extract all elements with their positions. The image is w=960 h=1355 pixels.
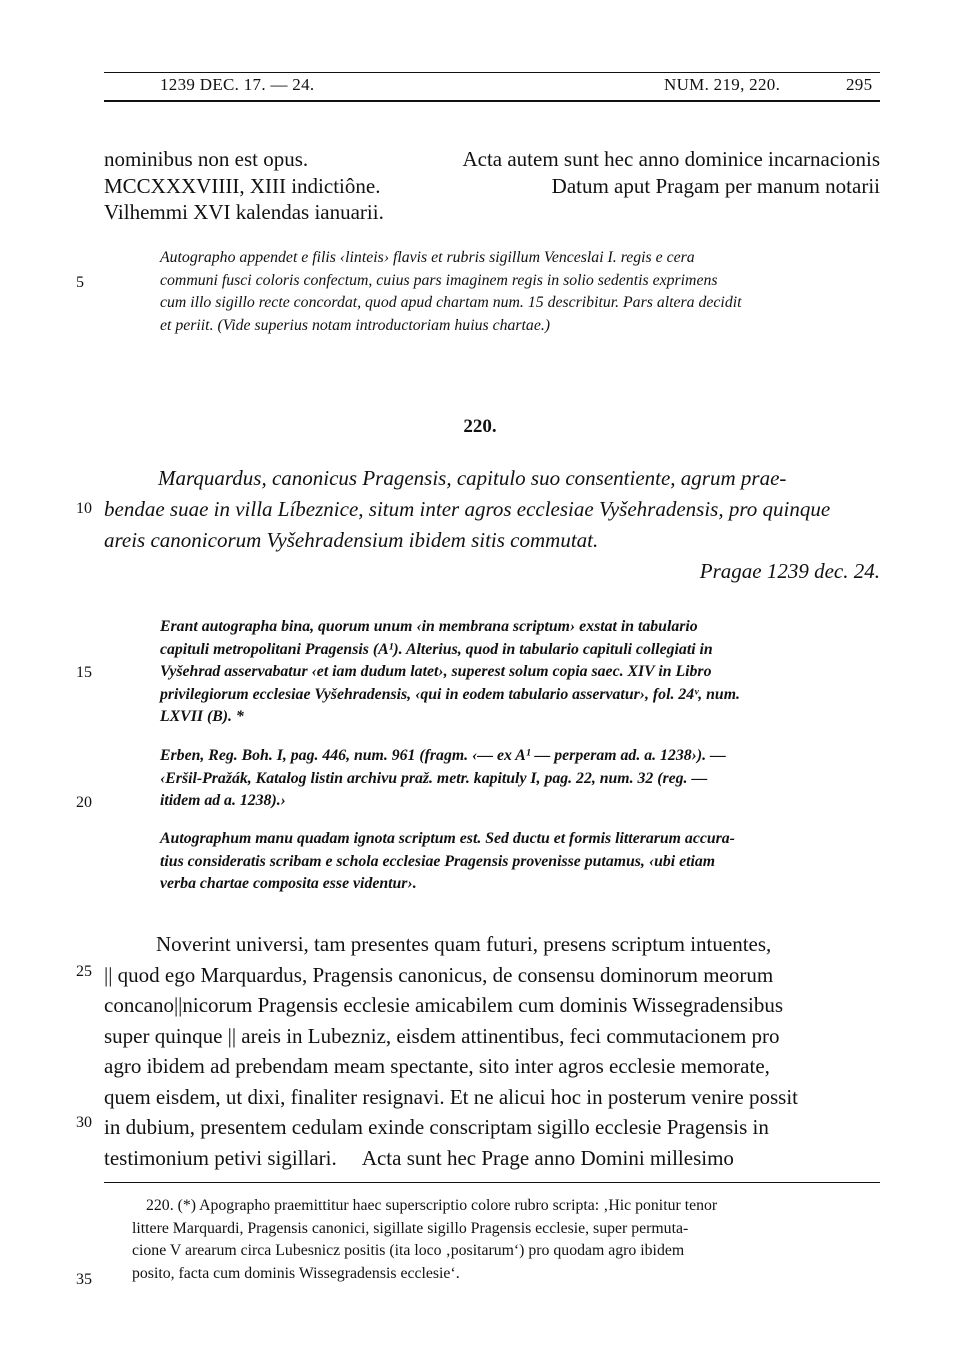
prev-doc-text xyxy=(104,146,880,226)
line-number: 15 xyxy=(76,664,92,681)
place-date: Pragae 1239 dec. 24. xyxy=(699,559,880,583)
page-number: 295 xyxy=(846,75,873,94)
header-rule-bottom xyxy=(104,100,880,102)
tradition-note: Erant autographa bina, quorum unum ‹in membrana scriptum› exstat in tabulario capituli metropolitani Pragensis (A¹). Alterius, quod in tabulario capituli collegiati in Vyšehrad asservabatur ‹et iam dudum latet›, superest solum copia saec. XIV in Libro privilegiorum ecclesiae Vyšehradensis, ‹qui in eodem tabulario asservatur›, fol. 24ᵛ, num. LXVII (B). * xyxy=(160,618,740,725)
line-number: 25 xyxy=(76,963,92,980)
header-rule-top xyxy=(104,72,880,73)
charter-text: Noverint universi, tam presentes quam futuri, presens scriptum intuentes, || quod ego Marquardus, Pragensis canonicus, de consensu dominorum meorum concano||nicorum Pragensis ecclesie amicabilem cum dominis Wissegradensibus super quinque || areis in Lubezniz, eisdem attinentibus, feci commutacionem pro agro ibidem ad prebendam meam spectante, sito inter agros ecclesie memorate, quem eisdem, ut dixi, finaliter resignavi. Et ne alicui hoc in posterum venire possit in dubium, presentem cedulam exinde conscriptam sigillo ecclesie Pragensis in testimonium petivi sigillari. Acta sunt hec Prage anno Domini millesimo xyxy=(104,932,799,1170)
line-number: 30 xyxy=(76,1114,92,1131)
line-number: 20 xyxy=(76,794,92,811)
editions-note: Erben, Reg. Boh. I, pag. 446, num. 961 (fragm. ‹— ex A¹ — perperam ad. a. 1238›). — ‹Eršil-Pražák, Katalog listin archivu praž. metr. kapituly I, pag. 22, num. 32 (reg. — itidem ad a. 1238).› xyxy=(160,747,726,809)
footnote-rule xyxy=(104,1182,880,1183)
header-date-range: 1239 DEC. 17. — 24. xyxy=(160,75,315,94)
regest: Marquardus, canonicus Pragensis, capitulo suo consentiente, agrum prae- bendae suae in villa Líbeznice, situm inter agros ecclesiae Vyšehradensis, pro quinque areis canonicorum Vyšehradensium ibidem sitis commutat. Pragae 1239 dec. 24. xyxy=(104,463,880,587)
text-line: nominibus non est opus. Acta autem sunt hec anno dominice incarnacionis xyxy=(104,147,880,171)
line-number: 10 xyxy=(76,500,92,517)
line-number: 35 xyxy=(76,1271,92,1288)
script-remark-note: Autographum manu quadam ignota scriptum est. Sed ductu et formis litterarum accura- tius consideratis scribam e schola ecclesiae Pragensis provenisse putamus, ‹ubi etiam verba chartae composita esse videntur›. xyxy=(160,830,735,892)
text-line: Vilhemmi XVI kalendas ianuarii. xyxy=(104,200,384,224)
footnote: 220. (*) Apographo praemittitur haec superscriptio colore rubro scripta: ‚Hic ponitur tenor littere Marquardi, Pragensis canonici, sigillate sigillo Pragensis ecclesie, super permuta- cione V arearum circa Lubesnicz positis (ita loco ‚positarum‘) pro quodam agro ibidem posito, facta cum dominis Wissegradensis ecclesie‘. xyxy=(132,1197,718,1282)
header-doc-ref: NUM. 219, 220. xyxy=(664,75,781,94)
document-number: 220. xyxy=(463,416,497,437)
prev-doc-seal-note: Autographo appendet e filis ‹linteis› flavis et rubris sigillum Venceslai I. regis e cera communi fusci coloris confectum, cuius pars imaginem regis in solio sedentis exprimens cum illo sigillo recte concordat, quod apud chartam num. 15 describitur. Pars altera decidit et periit. (Vide superius notam introductoriam huius chartae.) xyxy=(160,249,742,334)
text-line: MCCXXXVIIII, XIII indictiône. Datum aput Pragam per manum notarii xyxy=(104,173,880,198)
line-number: 5 xyxy=(76,274,84,291)
